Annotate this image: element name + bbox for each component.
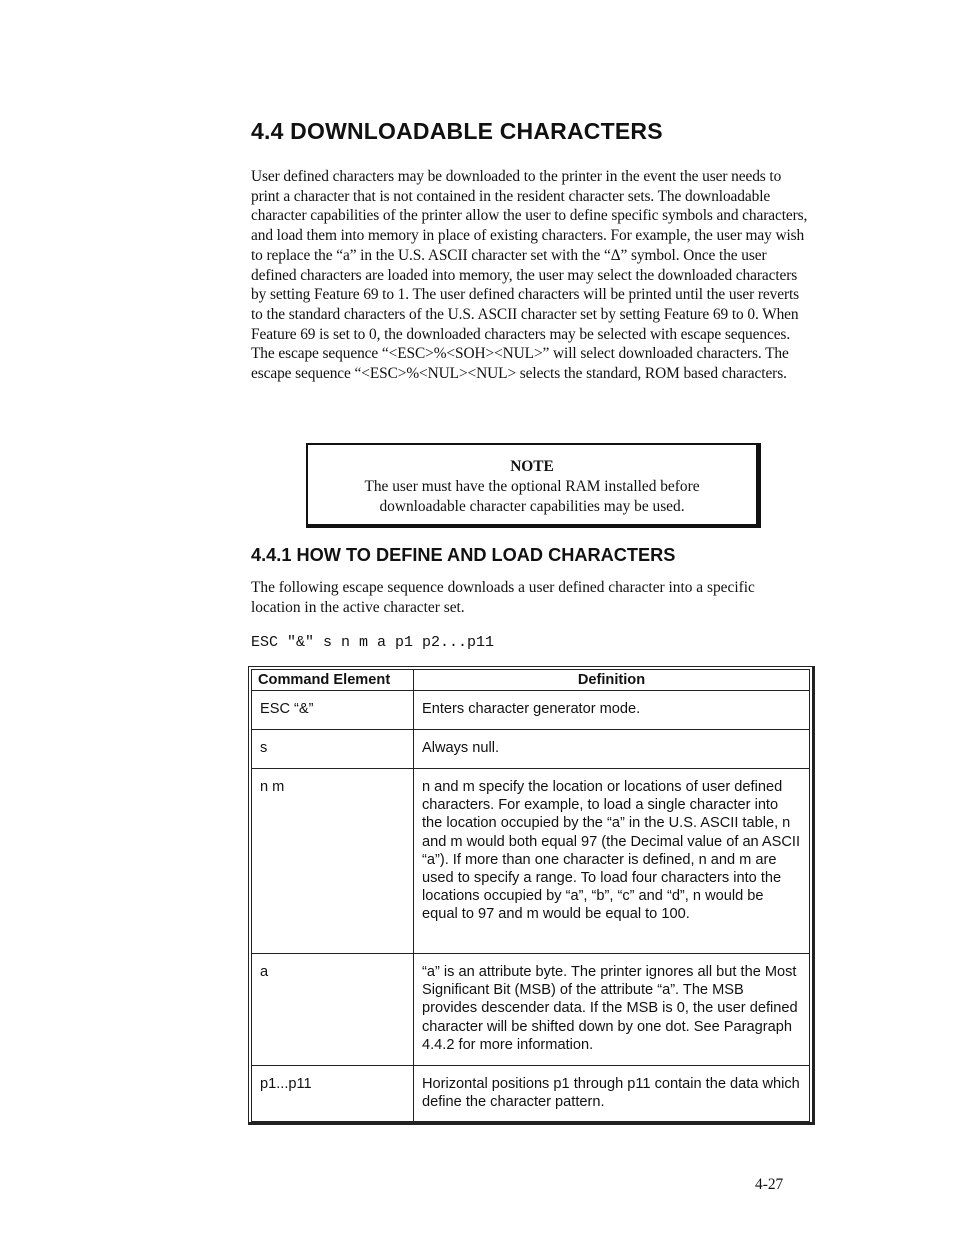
subsection-title: 4.4.1 HOW TO DEFINE AND LOAD CHARACTERS <box>251 545 676 565</box>
page-number: 4-27 <box>755 1176 784 1193</box>
header-definition: Definition <box>414 670 810 691</box>
definition-table <box>251 669 810 1122</box>
section-title: 4.4 DOWNLOADABLE CHARACTERS <box>251 118 663 144</box>
command-syntax: ESC "&" s n m a p1 p2...p11 <box>251 634 495 651</box>
table-row <box>252 1066 810 1122</box>
row-definition: Horizontal positions p1 through p11 contain the data which define the character pattern. <box>414 1066 810 1122</box>
note-line-1: The user must have the optional RAM installed before <box>364 478 700 495</box>
header-command-element: Command Element <box>252 670 414 691</box>
row-element: a <box>252 954 414 1066</box>
row-element: ESC “&” <box>252 691 414 730</box>
row-definition: Enters character generator mode. <box>414 691 810 730</box>
definition-table-frame <box>248 666 815 1125</box>
intro-paragraph: User defined characters may be downloaded to the printer in the event the user needs to print a character that is not contained in the resident character sets. The downloadable character capabilities of the printer allow the user to define specific symbols and characters, and load them into memory in place of existing characters. For example, the user may wish to replace the “a” in the U.S. ASCII character set with the “Δ” symbol. Once the user defined characters are loaded into memory, the user may select the downloaded characters by setting Feature 69 to 1. The user defined characters will be printed until the user reverts to the standard characters of the U.S. ASCII character set by setting Feature 69 to 0. When Feature 69 is set to 0, the downloaded characters may be selected with escape sequences. The escape sequence “<ESC>%<SOH><NUL>” will select downloaded characters. The escape sequence “<ESC>%<NUL><NUL> selects the standard, ROM based characters. <box>251 168 808 383</box>
table-row <box>252 730 810 769</box>
table-row <box>252 769 810 954</box>
table-row <box>252 691 810 730</box>
row-element: p1...p11 <box>252 1066 414 1122</box>
row-element: n m <box>252 769 414 954</box>
table-header-row <box>252 670 810 691</box>
row-definition: “a” is an attribute byte. The printer ignores all but the Most Significant Bit (MSB) of the attribute “a”. The MSB provides descender data. If the MSB is 0, the user defined character will be shifted down by one dot. See Paragraph 4.4.2 for more information. <box>414 954 810 1066</box>
note-title: NOTE <box>510 458 554 475</box>
row-element: s <box>252 730 414 769</box>
table-row <box>252 954 810 1066</box>
subsection-text: The following escape sequence downloads a user defined character into a specific location in the active character set. <box>251 579 755 616</box>
row-definition: n and m specify the location or locations of user defined characters. For example, to load a single character into the location occupied by the “a” in the U.S. ASCII table, n and m would both equal 97 (the Decimal value of an ASCII “a”). If more than one character is defined, n and m are used to specify a range. To load four characters into the locations occupied by “a”, “b”, “c” and “d”, n would be equal to 97 and m would be equal to 100. <box>414 769 810 954</box>
row-definition: Always null. <box>414 730 810 769</box>
note-line-2: downloadable character capabilities may be used. <box>379 498 685 515</box>
note-box <box>306 443 761 528</box>
